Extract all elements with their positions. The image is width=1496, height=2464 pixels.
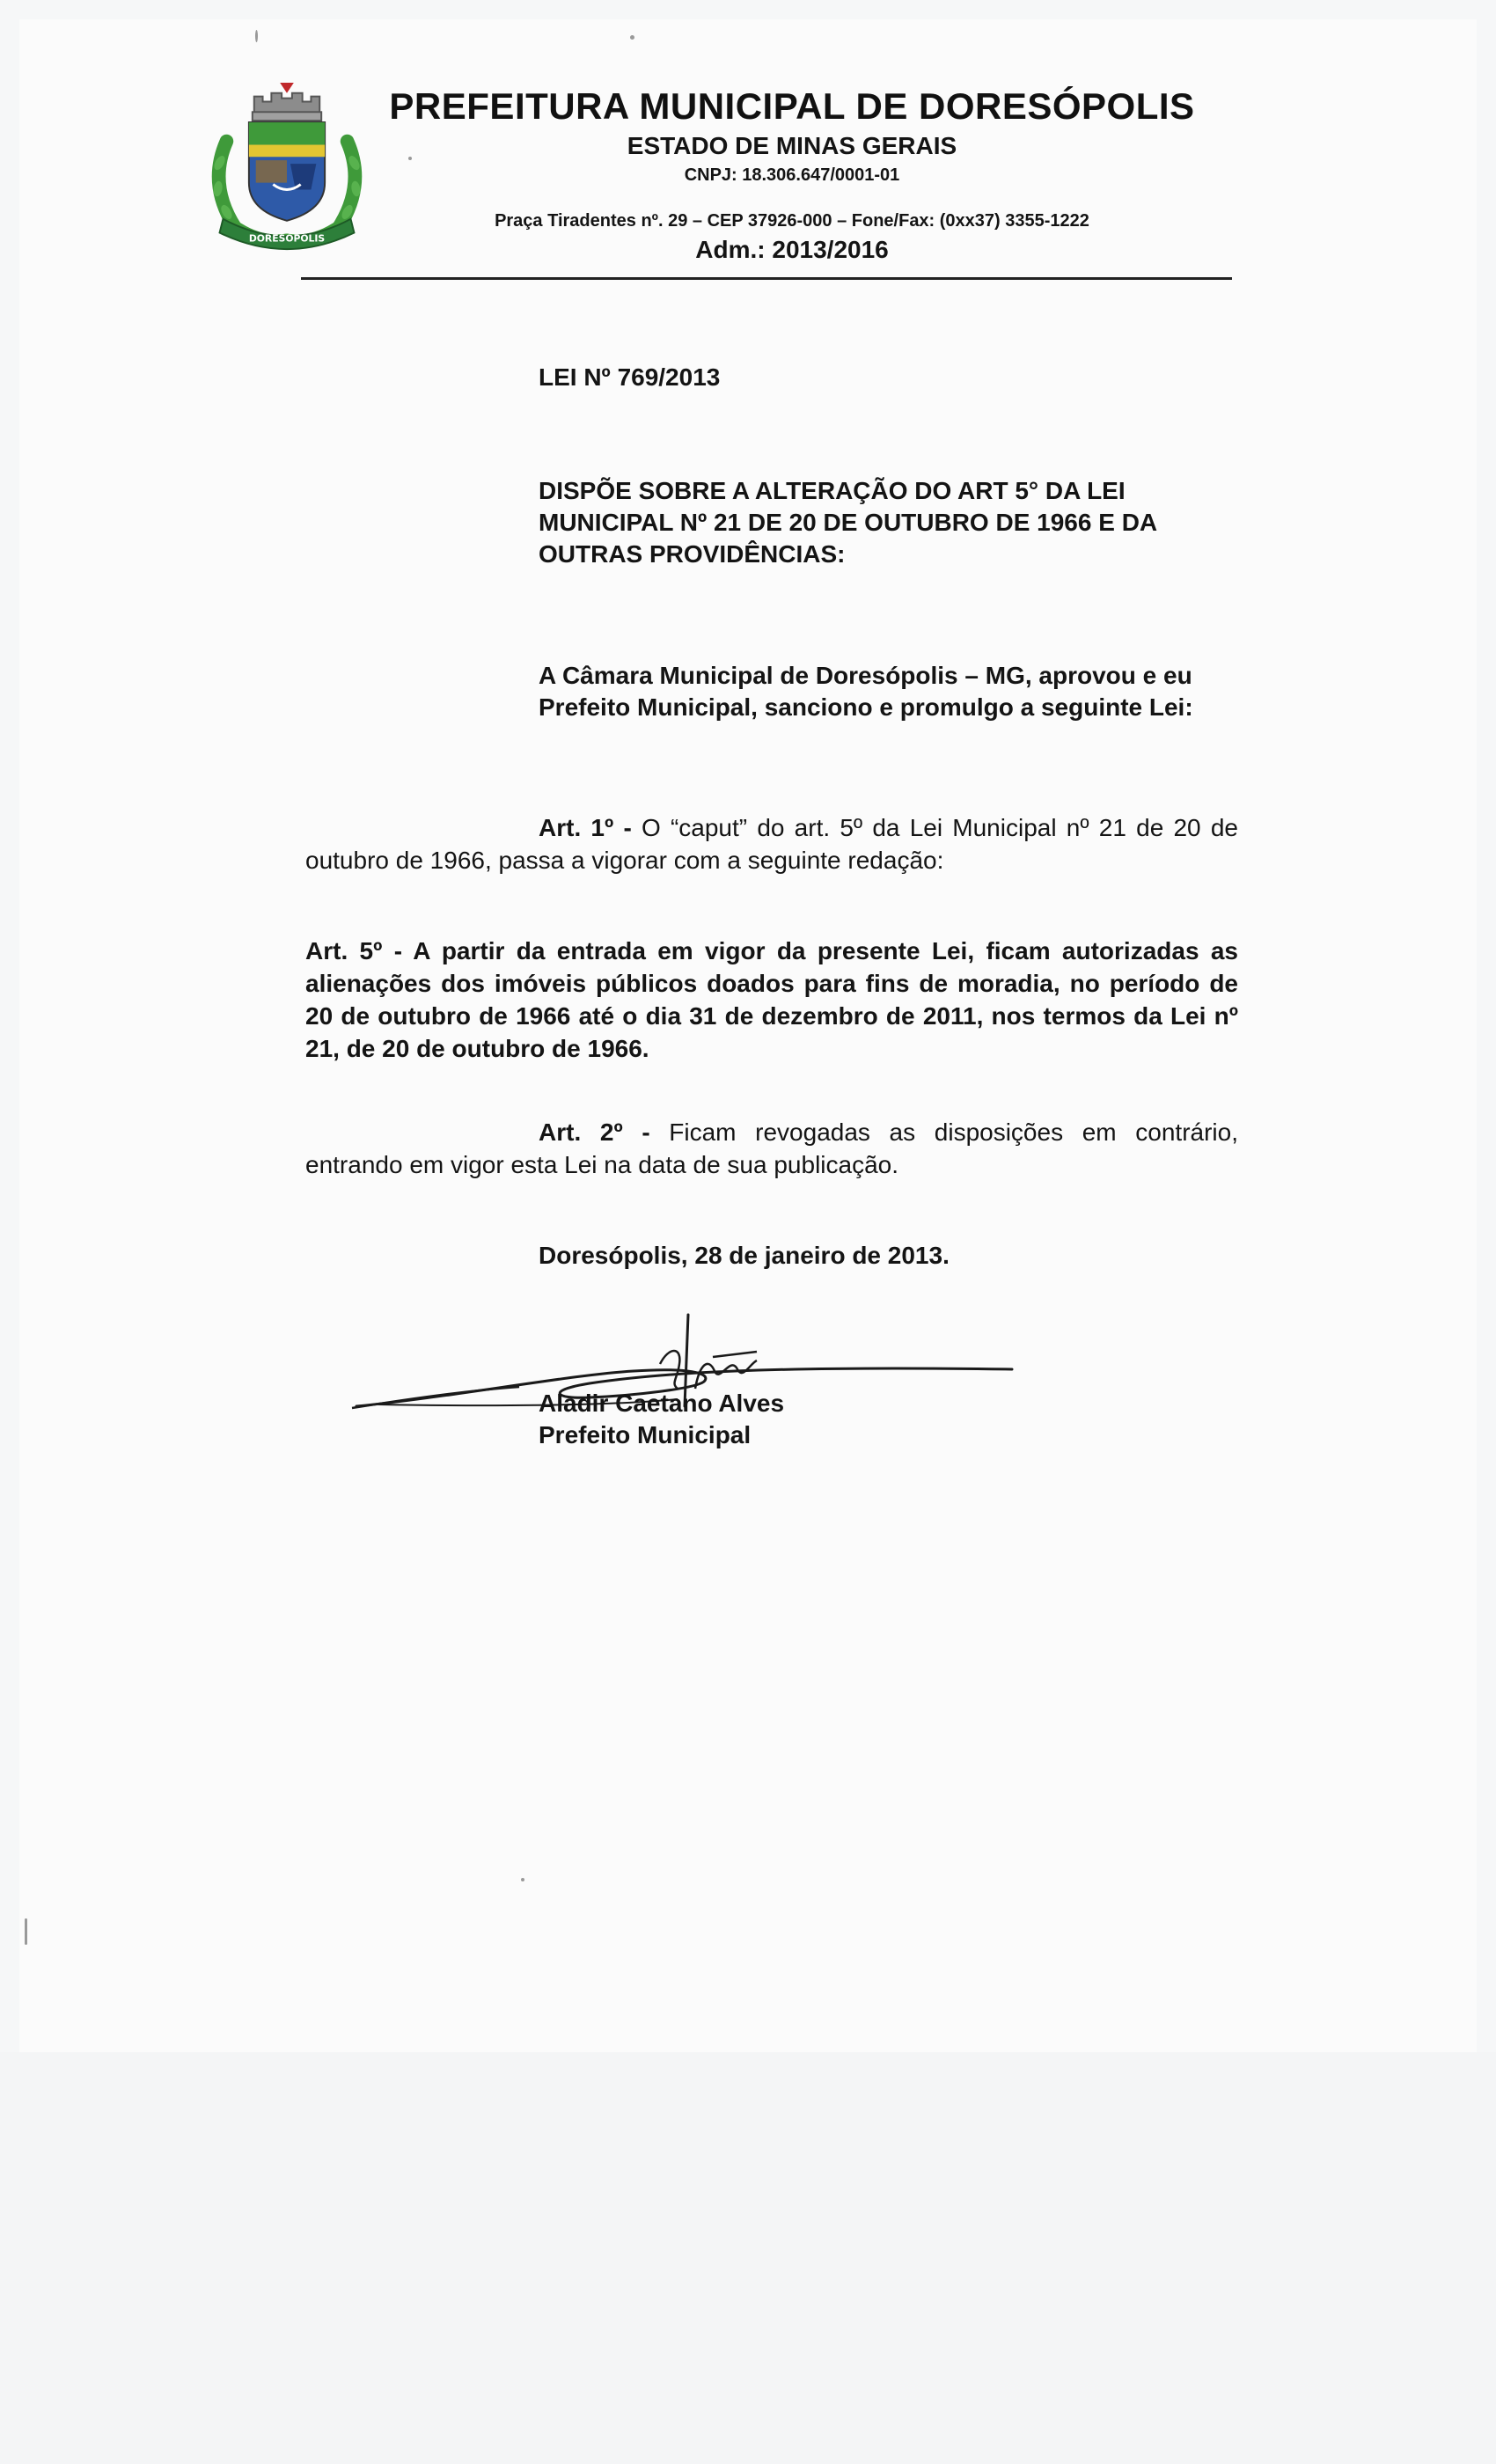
article-1-text: O “caput” do art. 5º da Lei Municipal nº 21 de 20 de outubro de 1966, passa a vigorar com a seguinte redação: bbox=[305, 814, 1238, 874]
letterhead bbox=[352, 84, 1232, 266]
article-5 bbox=[305, 935, 1238, 1065]
signer-name: Aladir Caetano Alves bbox=[539, 1390, 785, 1417]
letterhead-cnpj: CNPJ: 18.306.647/0001-01 bbox=[684, 165, 900, 185]
signer-role: Prefeito Municipal bbox=[539, 1421, 752, 1448]
article-2-label: Art. 2º - bbox=[539, 1118, 650, 1146]
article-5-label: Art. 5º - bbox=[305, 937, 403, 964]
date-place: Doresópolis, 28 de janeiro de 2013. bbox=[539, 1242, 950, 1269]
crest-ribbon-text: DORESÓPOLIS bbox=[248, 232, 326, 245]
law-ementa: DISPÕE SOBRE A ALTERAÇÃO DO ART 5° DA LEI MUNICIPAL Nº 21 DE 20 DE OUTUBRO DE 1966 E DA OUTRAS PROVIDÊNCIAS: bbox=[539, 477, 1157, 568]
letterhead-address: Praça Tiradentes nº. 29 – CEP 37926-000 – Fone/Fax: (0xx37) 3355-1222 bbox=[495, 211, 1089, 231]
scan-background bbox=[0, 2052, 1496, 2464]
scan-mark bbox=[630, 35, 634, 40]
article-1-label: Art. 1º - bbox=[539, 814, 632, 841]
article-2 bbox=[305, 1116, 1238, 1181]
header-divider bbox=[301, 277, 1232, 280]
letterhead-administration: Adm.: 2013/2016 bbox=[695, 236, 889, 263]
law-number: LEI Nº 769/2013 bbox=[539, 363, 721, 391]
scan-mark bbox=[25, 1918, 27, 1945]
article-1 bbox=[305, 811, 1238, 876]
article-2-text: Ficam revogadas as disposições em contrário, entrando em vigor esta Lei na data de sua publicação. bbox=[305, 1118, 1238, 1178]
enactment-clause: A Câmara Municipal de Doresópolis – MG, aprovou e eu Prefeito Municipal, sanciono e promulgo a seguinte Lei: bbox=[539, 662, 1193, 721]
scan-mark bbox=[255, 30, 258, 42]
coat-of-arms-icon bbox=[201, 81, 373, 253]
scan-mark bbox=[408, 157, 412, 160]
letterhead-state: ESTADO DE MINAS GERAIS bbox=[627, 132, 957, 159]
article-5-text: A partir da entrada em vigor da presente Lei, ficam autorizadas as alienações dos imóveis públicos doados para fins de moradia, no período de 20 de outubro de 1966 até o dia 31 de dezembro de 2011, nos termos da Lei nº 21, de 20 de outubro de 1966. bbox=[305, 937, 1238, 1062]
letterhead-title: PREFEITURA MUNICIPAL DE DORESÓPOLIS bbox=[389, 85, 1195, 127]
scan-mark bbox=[521, 1878, 524, 1881]
